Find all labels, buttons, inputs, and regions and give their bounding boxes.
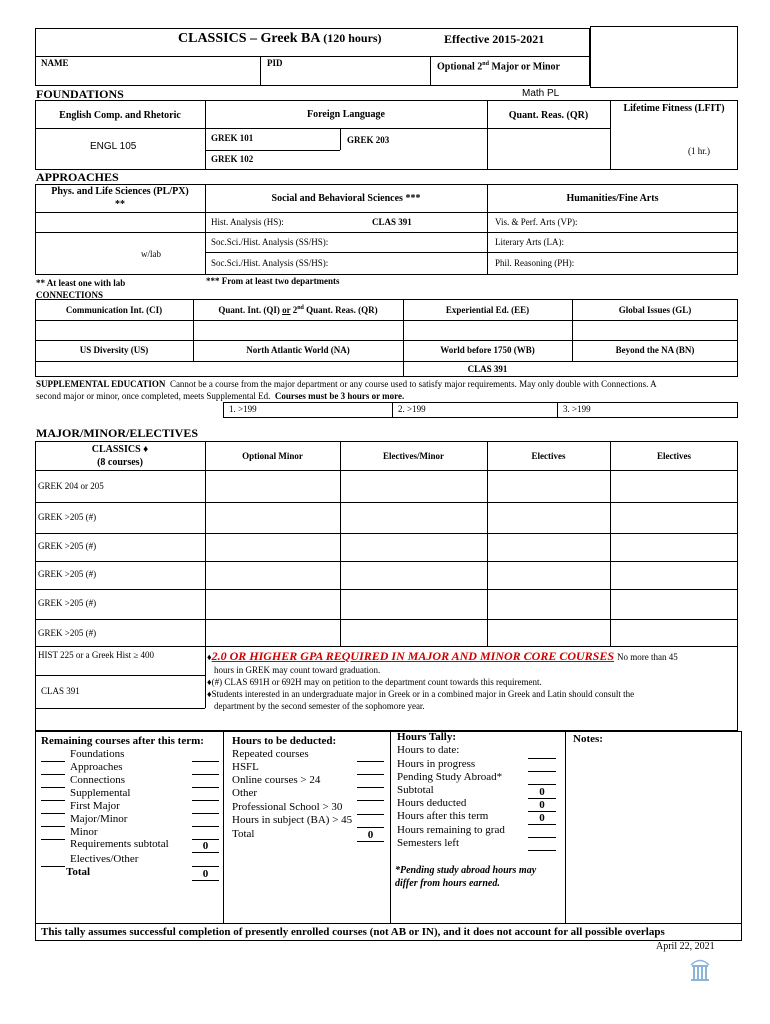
- remaining-value[interactable]: [192, 803, 219, 814]
- supplemental-slots: [223, 402, 738, 418]
- major-row[interactable]: CLAS 391: [41, 686, 80, 696]
- math-pl-label: Math PL: [522, 88, 560, 99]
- pid-label: PID: [267, 58, 283, 68]
- pid-field[interactable]: [261, 68, 429, 85]
- remaining-blank[interactable]: [41, 803, 65, 814]
- remaining-item: Minor: [70, 826, 98, 838]
- foreign-language-label: Foreign Language: [307, 109, 385, 120]
- tally-value[interactable]: [528, 840, 556, 851]
- deducted-item: Professional School > 30: [232, 801, 343, 813]
- electives-minor-label: Electives/Minor: [383, 451, 444, 461]
- electives-label-1: Electives: [531, 451, 566, 461]
- tally-item: Subtotal: [397, 784, 434, 796]
- remaining-total-value: 0: [192, 868, 219, 881]
- note-lab: ** At least one with lab: [36, 278, 126, 288]
- notes-field[interactable]: [566, 748, 741, 922]
- remaining-blank[interactable]: [41, 816, 65, 827]
- social-sciences-label: Social and Behavioral Sciences ***: [271, 193, 421, 204]
- name-field[interactable]: [36, 68, 259, 85]
- english-comp-label: English Comp. and Rhetoric: [59, 110, 181, 121]
- supp-slot-2[interactable]: 2. >199: [398, 404, 426, 414]
- connections-heading: CONNECTIONS: [36, 290, 104, 300]
- remaining-value[interactable]: [192, 816, 219, 827]
- tally-item: Hours after this term: [397, 810, 489, 822]
- requirements-subtotal-value: 0: [192, 840, 219, 853]
- note-2: ♦(#) CLAS 691H or 692H may on petition to the department count towards this requirement.: [207, 677, 542, 687]
- greek101-cell[interactable]: GREK 101: [211, 133, 254, 143]
- remaining-blank[interactable]: [41, 790, 65, 801]
- tally-item: Hours to date:: [397, 744, 460, 756]
- qi-label: Quant. Int. (QI) or 2nd Quant. Reas. (QR): [218, 305, 378, 315]
- footer-date: April 22, 2021: [656, 941, 715, 952]
- deducted-item: Online courses > 24: [232, 774, 321, 786]
- wb-label: World before 1750 (WB): [440, 345, 535, 355]
- tally-value[interactable]: [528, 748, 556, 759]
- humanities-label: Humanities/Fine Arts: [566, 193, 659, 204]
- remaining-item: Foundations: [70, 748, 125, 760]
- courses8-label: (8 courses): [97, 457, 143, 468]
- major-row[interactable]: GREK >205 (#): [38, 569, 97, 579]
- literary-arts[interactable]: Literary Arts (LA):: [495, 237, 564, 247]
- deducted-value[interactable]: [357, 817, 384, 828]
- tally-value: 0: [528, 799, 556, 812]
- remaining-blank[interactable]: [41, 751, 65, 762]
- tally-value[interactable]: [528, 774, 556, 785]
- english-course[interactable]: ENGL 105: [90, 141, 137, 152]
- note-3: ♦Students interested in an undergraduate major in Greek or in a combined major in Greek and Latin should consult the: [207, 689, 635, 699]
- deducted-value[interactable]: [357, 751, 384, 762]
- major-row[interactable]: HIST 225 or a Greek Hist ≥ 400: [38, 650, 155, 660]
- hist-course[interactable]: CLAS 391: [372, 217, 412, 227]
- tally-item: Semesters left: [397, 837, 460, 849]
- tally-item: Hours in progress: [397, 758, 476, 770]
- major-row[interactable]: GREK >205 (#): [38, 628, 97, 638]
- optional-major-box[interactable]: [590, 26, 738, 88]
- wb-course[interactable]: CLAS 391: [467, 364, 508, 374]
- socsci-1[interactable]: Soc.Sci./Hist. Analysis (SS/HS):: [211, 237, 329, 247]
- pl-stars: **: [115, 199, 125, 210]
- deducted-item: Repeated courses: [232, 748, 309, 760]
- notes-heading: Notes:: [573, 733, 603, 745]
- tally-value[interactable]: [528, 827, 556, 838]
- supp-slot-1[interactable]: 1. >199: [229, 404, 257, 414]
- remaining-heading: Remaining courses after this term:: [41, 735, 204, 747]
- lfit-hours: (1 hr.): [688, 146, 710, 156]
- electives-label-2: Electives: [657, 451, 691, 461]
- major-table: [35, 441, 738, 731]
- classics-label: CLASSICS ♦: [91, 444, 149, 455]
- note-3b: department by the second semester of the sophomore year.: [214, 701, 425, 711]
- wlab-label: w/lab: [141, 249, 161, 259]
- deducted-value[interactable]: [357, 777, 384, 788]
- note-depts: *** From at least two departments: [206, 276, 340, 286]
- remaining-item: Connections: [70, 774, 125, 786]
- major-row[interactable]: GREK >205 (#): [38, 512, 97, 522]
- na-label: North Atlantic World (NA): [246, 345, 350, 355]
- vis-perf-arts[interactable]: Vis. & Perf. Arts (VP):: [495, 217, 578, 227]
- gl-label: Global Issues (GL): [618, 305, 692, 315]
- hist-analysis: Hist. Analysis (HS):: [211, 217, 284, 227]
- major-row[interactable]: GREK >205 (#): [38, 541, 97, 551]
- requirements-subtotal-label: Requirements subtotal: [70, 838, 169, 850]
- supplemental-text2: second major or minor, once completed, meets Supplemental Ed. Courses must be 3 hours or more.: [36, 391, 405, 401]
- tally-heading: Hours Tally:: [397, 731, 456, 743]
- unc-logo-icon: [688, 955, 712, 983]
- socsci-2[interactable]: Soc.Sci./Hist. Analysis (SS/HS):: [211, 258, 329, 268]
- note-1b: hours in GREK may count toward graduation.: [214, 665, 381, 675]
- deducted-total-value: 0: [357, 829, 384, 842]
- deducted-item: Total: [232, 828, 255, 840]
- tally-item: Hours deducted: [397, 797, 467, 809]
- pl-label: Phys. and Life Sciences (PL/PX): [51, 186, 189, 197]
- greek102-cell[interactable]: GREK 102: [211, 154, 254, 164]
- remaining-item: Approaches: [70, 761, 123, 773]
- deducted-heading: Hours to be deducted:: [232, 735, 337, 747]
- remaining-item: First Major: [70, 800, 120, 812]
- remaining-blank[interactable]: [41, 777, 65, 788]
- remaining-value[interactable]: [192, 764, 219, 775]
- remaining-blank[interactable]: [41, 829, 65, 840]
- lfit-label: Lifetime Fitness (LFIT): [623, 103, 725, 114]
- ci-label: Communication Int. (CI): [65, 305, 163, 315]
- disclaimer: This tally assumes successful completion of presently enrolled courses (not AB or IN), and it does not account for all possible overlaps: [41, 926, 665, 938]
- optional-minor-label: Optional Minor: [242, 451, 303, 461]
- quant-reas-field[interactable]: [488, 129, 609, 169]
- quant-reas-label: Quant. Reas. (QR): [508, 110, 589, 121]
- effective-years: Effective 2015-2021: [444, 32, 545, 46]
- major-row[interactable]: GREK >205 (#): [38, 598, 97, 608]
- ee-label: Experiential Ed. (EE): [445, 305, 530, 315]
- us-label: US Diversity (US): [79, 345, 149, 355]
- gpa-note: ♦2.0 OR HIGHER GPA REQUIRED IN MAJOR AND MINOR CORE COURSES No more than 45: [207, 649, 678, 663]
- tally-item: Hours remaining to grad: [397, 824, 505, 836]
- bn-label: Beyond the NA (BN): [615, 345, 695, 355]
- approaches-heading: APPROACHES: [36, 170, 119, 184]
- tally-value: 0: [528, 786, 556, 799]
- supp-slot-3[interactable]: 3. >199: [563, 404, 591, 414]
- remaining-value[interactable]: [192, 829, 219, 840]
- deducted-item: Other: [232, 787, 258, 799]
- tally-item: Pending Study Abroad*: [397, 771, 503, 783]
- optional-major-label: Optional 2nd Major or Minor: [437, 61, 560, 73]
- supplemental-text: SUPPLEMENTAL EDUCATION Cannot be a course from the major department or any course used to satisfy major requirements. May only double with Connections. A: [36, 379, 657, 389]
- deducted-item: HSFL: [232, 761, 259, 773]
- deducted-value[interactable]: [357, 804, 384, 815]
- deducted-value[interactable]: [357, 764, 384, 775]
- phil-reasoning[interactable]: Phil. Reasoning (PH):: [495, 258, 575, 268]
- remaining-value[interactable]: [192, 790, 219, 801]
- major-heading: MAJOR/MINOR/ELECTIVES: [36, 426, 199, 440]
- remaining-value[interactable]: [192, 777, 219, 788]
- remaining-value[interactable]: [192, 751, 219, 762]
- electives-other-label: Electives/Other: [70, 853, 139, 865]
- remaining-total-label: Total: [66, 866, 91, 878]
- foundations-heading: FOUNDATIONS: [36, 87, 124, 101]
- deducted-value[interactable]: [357, 790, 384, 801]
- deducted-item: Hours in subject (BA) > 45: [232, 814, 353, 826]
- remaining-blank[interactable]: [41, 764, 65, 775]
- remaining-item: Major/Minor: [70, 813, 128, 825]
- remaining-value[interactable]: [192, 856, 219, 867]
- major-row[interactable]: GREK 204 or 205: [38, 481, 104, 491]
- page-title: CLASSICS – Greek BA (120 hours): [178, 31, 382, 46]
- remaining-blank[interactable]: [41, 856, 65, 867]
- pending-note: *Pending study abroad hours may differ from hours earned.: [395, 865, 537, 889]
- tally-value[interactable]: [528, 761, 556, 772]
- greek203-cell[interactable]: GREK 203: [347, 135, 390, 145]
- tally-value: 0: [528, 812, 556, 825]
- name-label: NAME: [41, 58, 69, 68]
- remaining-item: Supplemental: [70, 787, 131, 799]
